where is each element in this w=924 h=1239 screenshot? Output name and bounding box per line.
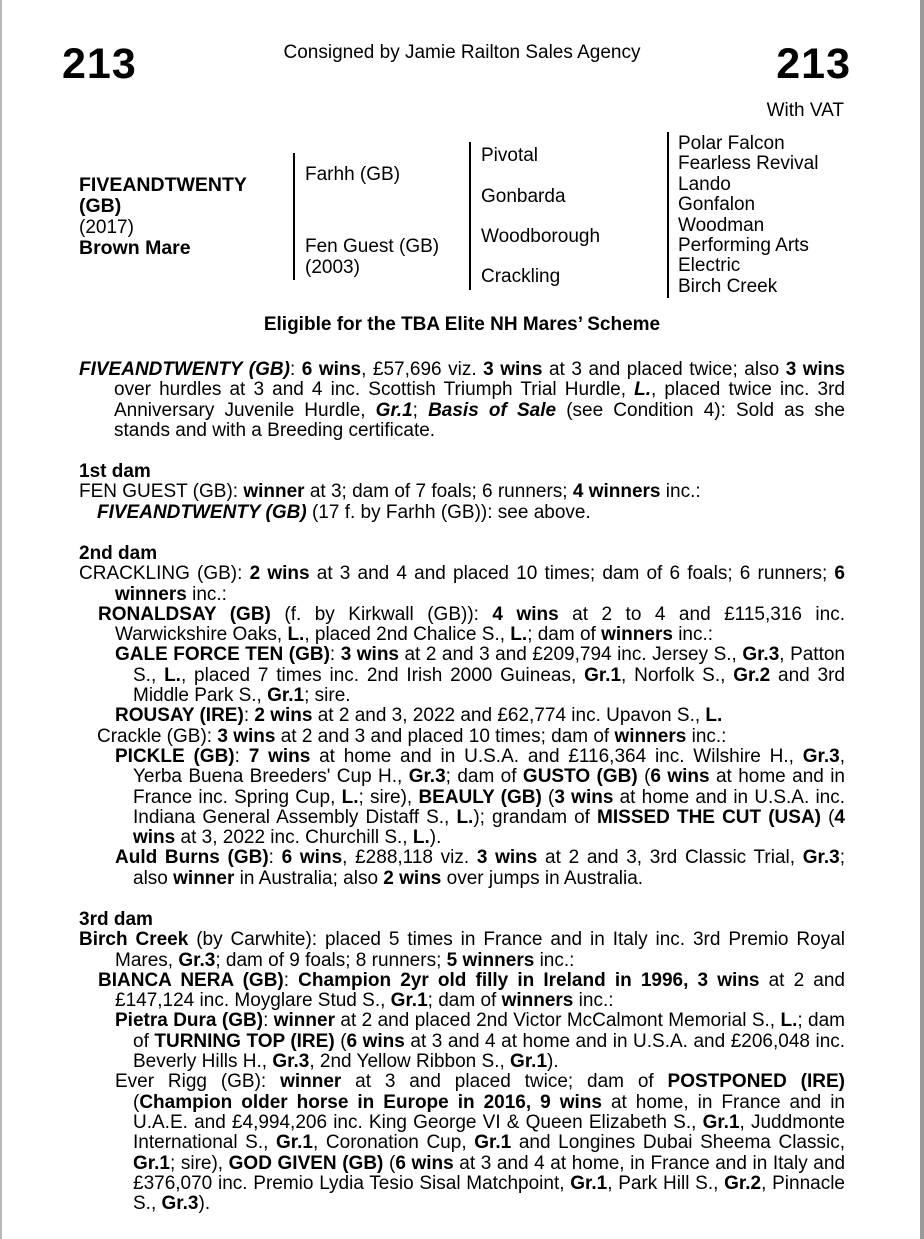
produce-ronaldsay: RONALDSAY (GB) (f. by Kirkwall (GB)): 4 wins at 2 to 4 and £115,316 inc. Warwickshire Oaks, L., placed 2nd Chalice S., L.; dam of winners inc.:: [98, 603, 845, 646]
pedigree-divider: [667, 132, 669, 298]
horse-desc: Brown Mare: [79, 237, 191, 259]
first-dam-text: FEN GUEST (GB): winner at 3; dam of 7 foals; 6 runners; 4 winners inc.:: [79, 481, 701, 503]
first-dam-produce: FIVEANDTWENTY (GB) (17 f. by Farhh (GB)): see above.: [97, 501, 591, 523]
page-edge: [0, 0, 2, 1239]
pedigree-great-grandsire: Fearless Revival: [678, 153, 819, 175]
second-dam-heading: 2nd dam: [79, 543, 158, 564]
produce-rousay: ROUSAY (IRE): 2 wins at 2 and 3, 2022 and £62,774 inc. Upavon S., L.: [115, 705, 723, 727]
pedigree-great-grandsire: Electric: [678, 255, 741, 277]
horse-name: FIVEANDTWENTY: [79, 174, 247, 196]
third-dam-heading: 3rd dam: [79, 909, 153, 930]
horse-country: (GB): [79, 195, 122, 217]
page-edge-shadow: [920, 0, 924, 1239]
pedigree-great-grandsires: [678, 134, 818, 297]
third-dam-text: Birch Creek (by Carwhite): placed 5 times in France and in Italy inc. 3rd Premio Royal Mares, Gr.3; dam of 9 foals; 8 runners; 5 winners inc.:: [79, 929, 845, 971]
pedigree-great-grandsire: Woodman: [678, 214, 765, 236]
pedigree-great-grandsire: Birch Creek: [678, 275, 778, 297]
dam-name: Fen Guest (GB): [305, 236, 440, 257]
produce-gale-force-ten: GALE FORCE TEN (GB): 3 wins at 2 and 3 and £209,794 inc. Jersey S., Gr.3, Patton S., L., placed 7 times inc. 2nd Irish 2000 Guineas, Gr.1, Norfolk S., Gr.2 and 3rd Middle Park S., Gr.1; sire.: [115, 644, 845, 707]
produce-bianca-nera: BIANCA NERA (GB): Champion 2yr old filly in Ireland in 1996, 3 wins at 2 and £147,124 inc. Moyglare Stud S., Gr.1; dam of winners inc.:: [98, 969, 845, 1012]
pedigree-great-grandsire: Polar Falcon: [678, 133, 785, 154]
pedigree-great-grandsire: Performing Arts: [678, 235, 809, 257]
second-dam-section: [79, 544, 845, 889]
pedigree-dam: [305, 236, 439, 278]
pedigree-divider: [469, 142, 471, 290]
scheme-note: Eligible for the TBA Elite NH Mares’ Scheme: [263, 314, 661, 335]
produce-ever-rigg: Ever Rigg (GB): winner at 3 and placed twice; dam of POSTPONED (IRE) (Champion older horse in Europe in 2016, 9 wins at home, in France and in U.A.E. and £4,994,206 inc. King George VI & Queen Elizabeth S., Gr.1, Juddmonte International S., Gr.1, Coronation Cup, Gr.1 and Longines Dubai Sheema Classic, Gr.1; sire), GOD GIVEN (GB) (6 wins at 3 and 4 at home, in France and in Italy and £376,070 inc. Premio Lydia Tesio Sisal Matchpoint, Gr.1, Park Hill S., Gr.2, Pinnacle S., Gr.3).: [115, 1071, 846, 1215]
pedigree-sire: Farhh (GB): [305, 164, 401, 185]
first-dam-section: [79, 462, 845, 523]
pedigree-grandsire: Gonbarda: [481, 186, 566, 207]
first-dam-heading: 1st dam: [79, 461, 151, 482]
pedigree-great-grandsire: Lando: [678, 173, 731, 195]
horse-summary: [79, 360, 845, 441]
pedigree-divider: [293, 153, 295, 280]
summary-paragraph: FIVEANDTWENTY (GB): 6 wins, £57,696 viz. 3 wins at 3 and placed twice; also 3 wins over hurdles at 3 and 4 inc. Scottish Triumph Trial Hurdle, L., placed twice inc. 3rd Anniversary Juvenile Hurdle, Gr.1; Basis of Sale (see Condition 4): Sold as she stands and with a Breeding certificate.: [79, 359, 846, 441]
second-dam-text: CRACKLING (GB): 2 wins at 3 and 4 and placed 10 times; dam of 6 foals; 6 runners; 6 winners inc.:: [79, 563, 845, 605]
consignor-line: Consigned by Jamie Railton Sales Agency: [283, 42, 641, 63]
produce-crackle: Crackle (GB): 3 wins at 2 and 3 and placed 10 times; dam of winners inc.:: [97, 725, 727, 747]
pedigree-great-grandsire: Gonfalon: [678, 194, 756, 216]
produce-auld-burns: Auld Burns (GB): 6 wins, £288,118 viz. 3 wins at 2 and 3, 3rd Classic Trial, Gr.3; also winner in Australia; also 2 wins over jumps in Australia.: [115, 847, 845, 889]
pedigree-grandsire: Woodborough: [481, 226, 601, 247]
dam-year: (2003): [305, 257, 360, 278]
lot-number-left: 213: [62, 40, 137, 88]
third-dam-section: [79, 910, 845, 1214]
lot-number-right: 213: [776, 40, 851, 88]
pedigree-grandsire: Crackling: [481, 266, 561, 287]
pedigree-horse: [79, 175, 289, 259]
produce-pietra-dura: Pietra Dura (GB): winner at 2 and placed 2nd Victor McCalmont Memorial S., L.; dam of TURNING TOP (IRE) (6 wins at 3 and 4 at home and in U.S.A. and £206,048 inc. Beverly Hills H., Gr.3, 2nd Yellow Ribbon S., Gr.1).: [115, 1010, 846, 1073]
horse-year: (2017): [79, 217, 134, 238]
vat-label: With VAT: [766, 100, 844, 121]
pedigree-grandsire: Pivotal: [481, 145, 539, 166]
produce-pickle: PICKLE (GB): 7 wins at home and in U.S.A. and £116,364 inc. Wilshire H., Gr.3, Yerba Buena Breeders' Cup H., Gr.3; dam of GUSTO (GB) (6 wins at home and in France inc. Spring Cup, L.; sire), BEAULY (GB) (3 wins at home and in U.S.A. inc. Indiana General Assembly Distaff S., L.); grandam of MISSED THE CUT (USA) (4 wins at 3, 2022 inc. Churchill S., L.).: [115, 745, 846, 849]
